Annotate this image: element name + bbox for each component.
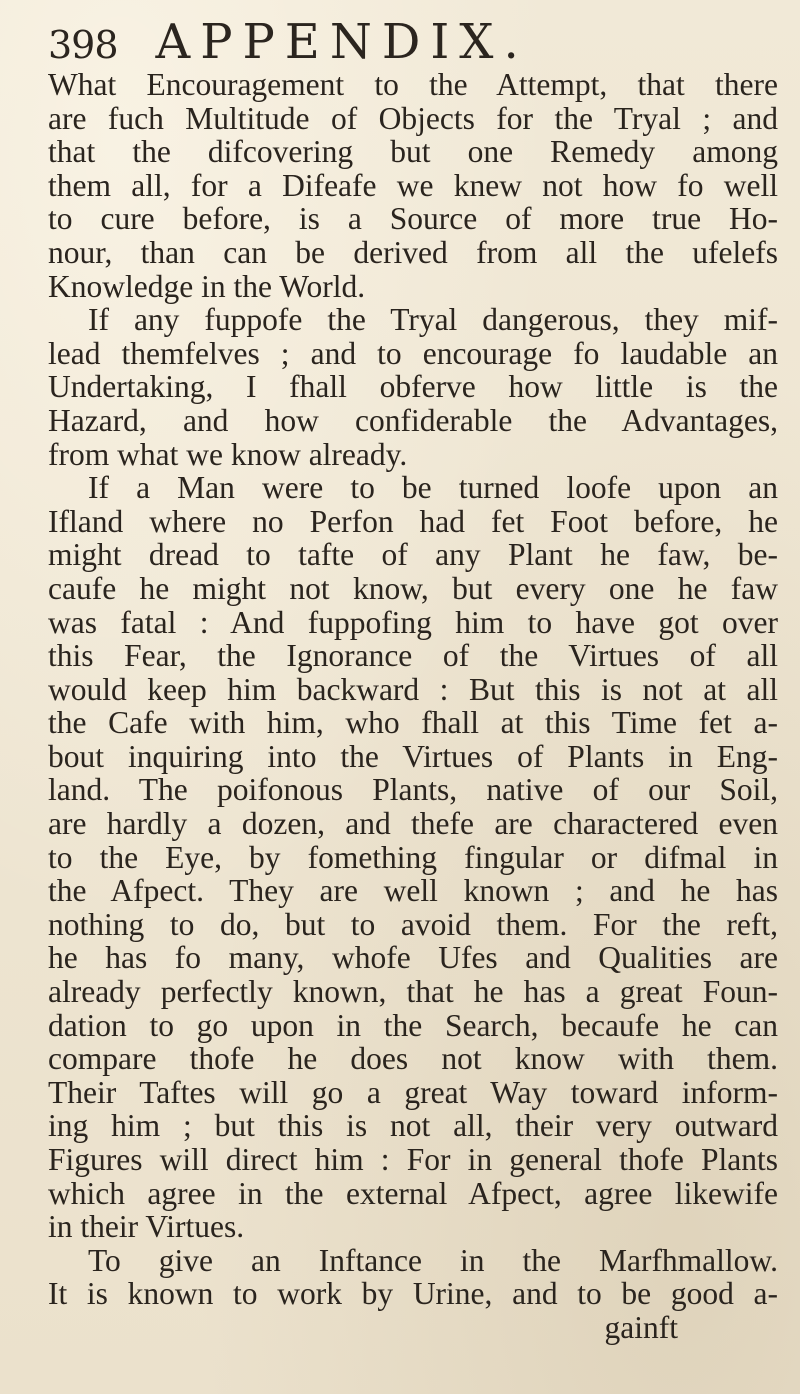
text-line: to cure before, is a Source of more true Ho- [48, 201, 778, 237]
text-line: To give an Inftance in the Marfhmallow. [88, 1242, 778, 1278]
text-line: nothing to do, but to avoid them. For the reft, [48, 906, 778, 942]
text-line: already perfectly known, that he has a great Foun- [48, 974, 778, 1010]
text-line: What Encouragement to the Attempt, that there [48, 67, 778, 102]
text-line: Figures will direct him : For in general thofe Plants [48, 1142, 778, 1177]
text-line: bout inquiring into the Virtues of Plants in Eng- [48, 738, 778, 774]
text-line: might dread to tafte of any Plant he faw, be- [48, 537, 778, 573]
text-line: are hardly a dozen, and thefe are charactered even [48, 806, 778, 842]
text-line: this Fear, the Ignorance of the Virtues of all [48, 638, 778, 674]
text-line: that the difcovering but one Remedy among [48, 134, 778, 170]
text-line: Undertaking, I fhall obferve how little is the [48, 369, 778, 405]
text-line: he has fo many, whofe Ufes and Qualities are [48, 940, 778, 976]
text-line: If a Man were to be turned loofe upon an [88, 470, 778, 506]
text-line: It is known to work by Urine, and to be good a- [48, 1276, 778, 1312]
body-text [48, 68, 778, 1345]
text-line: Ifland where no Perfon had fet Foot before, he [48, 503, 778, 539]
text-line: from what we know already. [48, 436, 408, 472]
text-line: caufe he might not know, but every one he faw [48, 570, 778, 606]
text-line: to the Eye, by fomething fingular or difmal in [48, 839, 778, 875]
text-line: the Afpect. They are well known ; and he has [48, 873, 778, 909]
text-line: in their Virtues. [48, 1209, 245, 1245]
text-line: are fuch Multitude of Objects for the Tryal ; and [48, 100, 778, 136]
text-line: lead themfelves ; and to encourage fo laudable an [48, 335, 778, 371]
text-line: them all, for a Difeafe we knew not how fo well [48, 167, 778, 203]
text-line: was fatal : And fuppofing him to have got over [48, 604, 778, 640]
catchword: gainft [604, 1309, 678, 1345]
text-line: land. The poifonous Plants, native of our Soil, [48, 772, 778, 808]
text-line: nour, than can be derived from all the ufelefs [48, 234, 778, 270]
running-head: APPENDIX. [155, 14, 529, 70]
text-line: which agree in the external Afpect, agree likewife [48, 1175, 778, 1211]
text-line: Knowledge in the World. [48, 268, 366, 304]
text-line: ing him ; but this is not all, their very outward [48, 1108, 778, 1144]
text-line: dation to go upon in the Search, becaufe he can [48, 1007, 778, 1043]
page-number: 398 [48, 23, 118, 67]
text-line: If any fuppofe the Tryal dangerous, they mif- [88, 302, 778, 338]
text-line: would keep him backward : But this is not at all [48, 671, 778, 707]
text-line: Hazard, and how confiderable the Advantages, [48, 402, 778, 438]
text-line: Their Taftes will go a great Way toward inform- [48, 1074, 778, 1110]
text-line: the Cafe with him, who fhall at this Time fet a- [48, 705, 778, 741]
text-line: compare thofe he does not know with them. [48, 1041, 778, 1077]
